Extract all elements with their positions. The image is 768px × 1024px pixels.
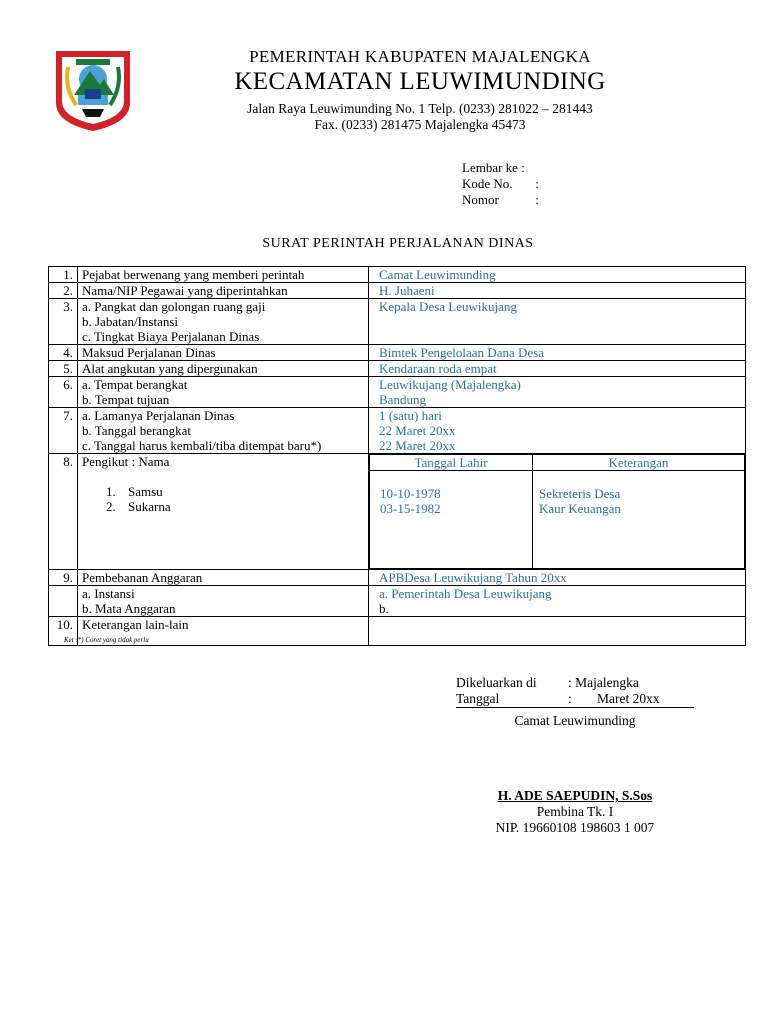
regency-crest-icon [52,47,134,133]
follower-2-dob: 03-15-1982 [380,501,441,516]
ref-lembar-sep: : [521,160,525,175]
follower-2 [82,499,364,514]
table-row [49,408,746,454]
row-label [78,586,369,617]
signer-position: Camat Leuwimunding [514,713,636,728]
row-value-b: Bandung [379,392,426,407]
row-label-a: a. Instansi [82,586,135,601]
date-label: Tanggal [456,691,500,706]
row-label: Maksud Perjalanan Dinas [78,345,369,361]
row-value: Camat Leuwimunding [369,267,746,283]
date-sep: : [568,691,572,706]
row-value-b: 22 Maret 20xx [379,423,456,438]
ref-lembar-label: Lembar ke [462,160,518,175]
row-label [78,408,369,454]
signer-name: H. ADE SAEPUDIN, S.Sos [497,788,653,803]
row-number: 5. [49,361,78,377]
col-dob-header: Tanggal Lahir [370,455,533,471]
followers-dob-cell [370,471,533,569]
row-label-a: a. Lamanya Perjalanan Dinas [82,408,235,423]
row-label [78,454,369,570]
table-row [49,570,746,586]
follower-1-num: 1. [106,484,116,499]
follower-1-note: Sekreteris Desa [539,486,621,501]
signer-rank: Pembina Tk. I [536,804,614,819]
travel-order-table [48,266,746,646]
row-label: Pejabat berwenang yang memberi perintah [78,267,369,283]
row-value [369,408,746,454]
row-label [78,377,369,408]
col-note-header: Keterangan [533,455,745,471]
row-value: Bimtek Pengelolaan Dana Desa [369,345,746,361]
followers-subtable [369,454,745,569]
row-value-a: a. Pemerintah Desa Leuwikujang [379,586,552,601]
row-value-c: 22 Maret 20xx [379,438,456,453]
footnote: Ket :*) Coret yang tidak perlu [64,636,149,644]
ref-nomor-sep: : [535,192,539,207]
row-value [369,586,746,617]
table-row [49,345,746,361]
row-value [369,617,746,646]
table-row [49,267,746,283]
header-fax-line: Fax. (0233) 281475 Majalengka 45473 [314,117,526,132]
row-number: 3. [49,299,78,345]
follower-1 [82,484,364,499]
row-value [369,377,746,408]
followers-note-cell [533,471,745,569]
table-row [49,617,746,646]
row-number: 8. [49,454,78,570]
row-label: Nama/NIP Pegawai yang diperintahkan [78,283,369,299]
row-value: Kendaraan roda empat [369,361,746,377]
row-label-c: c. Tanggal harus kembali/tiba ditempat baru*) [82,438,322,453]
row-label-c: c. Tingkat Biaya Perjalanan Dinas [82,329,260,344]
table-row [49,586,746,617]
table-row [49,377,746,408]
header-district-line: KECAMATAN LEUWIMUNDING [234,68,606,95]
row-value-b: b. [379,601,389,616]
row-number: 6. [49,377,78,408]
ref-kode-sep: : [535,176,539,191]
follower-1-name: Samsu [128,484,163,499]
row-value-a: 1 (satu) hari [379,408,442,423]
date-value: Maret 20xx [597,691,660,706]
row-label-b: b. Tanggal berangkat [82,423,191,438]
row-value: APBDesa Leuwikujang Tahun 20xx [369,570,746,586]
document-title: SURAT PERINTAH PERJALANAN DINAS [262,236,534,251]
row-value: Kepala Desa Leuwikujang [369,299,746,345]
row-label: Keterangan lain-lain [78,617,369,646]
followers-label: Pengikut : Nama [82,454,170,469]
ref-kode-label: Kode No. [462,176,513,191]
header-address-line: Jalan Raya Leuwimunding No. 1 Telp. (0233) 281022 – 281443 [247,101,593,116]
ref-nomor-label: Nomor [462,192,499,207]
row-label-a: a. Tempat berangkat [82,377,188,392]
table-row [49,283,746,299]
follower-2-note: Kaur Keuangan [539,501,621,516]
row-label-b: b. Jabatan/Instansi [82,314,179,329]
ref-lembar [462,160,525,176]
row-number [49,586,78,617]
row-number: 4. [49,345,78,361]
follower-2-name: Sukarna [128,499,171,514]
table-row [49,361,746,377]
issued-label: Dikeluarkan di [456,675,537,690]
followers-detail-cell [369,454,746,570]
ref-nomor [462,192,539,208]
table-row [49,454,746,570]
follower-2-num: 2. [106,499,116,514]
signer-nip: NIP. 19660108 198603 1 007 [495,820,655,835]
row-label-b: b. Tempat tujuan [82,392,170,407]
row-label: Pembebanan Anggaran [78,570,369,586]
row-number: 10. [49,617,78,646]
row-number: 1. [49,267,78,283]
row-label-a: a. Pangkat dan golongan ruang gaji [82,299,266,314]
row-label [78,299,369,345]
follower-1-dob: 10-10-1978 [380,486,441,501]
row-number: 2. [49,283,78,299]
table-row [49,299,746,345]
row-label: Alat angkutan yang dipergunakan [78,361,369,377]
ref-kode [462,176,539,192]
row-number: 7. [49,408,78,454]
issued-date [456,691,694,708]
row-value-a: Leuwikujang (Majalengka) [379,377,521,392]
issued-value: : Majalengka [568,675,639,690]
row-value: H. Juhaeni [369,283,746,299]
row-label-b: b. Mata Anggaran [82,601,176,616]
row-number: 9. [49,570,78,586]
header-government-line: PEMERINTAH KABUPATEN MAJALENGKA [249,47,591,66]
issued-place [456,675,639,691]
